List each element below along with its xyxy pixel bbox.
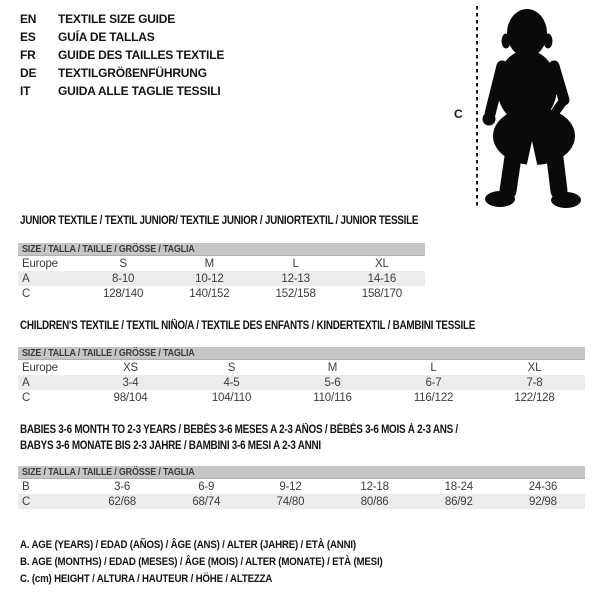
- age-cell: 3-4: [122, 376, 139, 389]
- size-cell: XL: [375, 257, 389, 270]
- row-label: C: [22, 287, 31, 300]
- language-code: ES: [20, 30, 36, 44]
- age-cell: 18-24: [444, 480, 473, 493]
- footnote-a: A. AGE (YEARS) / EDAD (AÑOS) / ÂGE (ANS) / ALTER (JAHRE) / ETÀ (ANNI): [20, 538, 356, 551]
- size-cell: L: [292, 257, 299, 270]
- height-cell: 116/122: [413, 391, 454, 404]
- size-header-text: SIZE / TALLA / TAILLE / GRÖSSE / TAGLIA: [22, 466, 195, 478]
- junior-size-table: [18, 243, 425, 301]
- height-cell: 74/80: [276, 495, 305, 508]
- height-cell: 92/98: [529, 495, 557, 508]
- table-row-height-cm: [18, 286, 425, 301]
- height-cell: 158/170: [361, 287, 402, 300]
- row-label: Europe: [22, 257, 58, 270]
- table-row-age-months: [18, 479, 585, 494]
- height-cell: 80/86: [360, 495, 389, 508]
- size-cell: L: [430, 361, 437, 374]
- language-title: GUIDE DES TAILLES TEXTILE: [58, 48, 225, 62]
- age-cell: 9-12: [279, 480, 302, 493]
- language-row-de: [20, 64, 224, 82]
- age-cell: 10-12: [195, 272, 224, 285]
- language-row-fr: [20, 46, 224, 64]
- children-table-title: CHILDREN'S TEXTILE / TEXTIL NIÑO/A / TEXTILE DES ENFANTS / KINDERTEXTIL / BAMBINI TESSILE: [20, 320, 476, 332]
- size-cell: S: [227, 361, 236, 374]
- babies-table-title-line1: BABIES 3-6 MONTH TO 2-3 YEARS / BEBÉS 3-6 MESES A 2-3 AÑOS / BÉBÉS 3-6 MOIS À 2-3 ANS /: [20, 424, 458, 436]
- language-code: EN: [20, 12, 37, 26]
- language-code: FR: [20, 48, 36, 62]
- footnote-c: C. (cm) HEIGHT / ALTURA / HAUTEUR / HÖHE / ALTEZZA: [20, 572, 273, 585]
- row-label: B: [22, 480, 30, 493]
- size-cell: M: [327, 361, 338, 374]
- age-cell: 3-6: [114, 480, 131, 493]
- height-cell: 110/116: [313, 391, 352, 404]
- size-header-text: SIZE / TALLA / TAILLE / GRÖSSE / TAGLIA: [22, 243, 195, 255]
- language-title-list: [20, 10, 224, 100]
- language-row-es: [20, 28, 224, 46]
- age-cell: 14-16: [367, 272, 397, 285]
- size-cell: XL: [527, 361, 542, 374]
- height-cell: 98/104: [113, 391, 148, 404]
- table-row-height-cm: [18, 494, 585, 509]
- size-cell: S: [119, 257, 127, 270]
- size-header-bar: [18, 243, 425, 256]
- language-title: TEXTILE SIZE GUIDE: [58, 12, 176, 26]
- language-code: IT: [20, 84, 31, 98]
- table-row-age-years: [18, 271, 425, 286]
- height-cell: 86/92: [444, 495, 473, 508]
- age-cell: 12-13: [281, 272, 310, 285]
- footnote-b: B. AGE (MONTHS) / EDAD (MESES) / ÂGE (MOIS) / ALTER (MONATE) / ETÀ (MESI): [20, 555, 383, 568]
- language-title: TEXTILGRÖßENFÜHRUNG: [58, 66, 207, 80]
- baby-silhouette-shape: [483, 9, 582, 214]
- language-title: GUÍA DE TALLAS: [58, 30, 155, 44]
- language-title: GUIDA ALLE TAGLIE TESSILI: [58, 84, 221, 98]
- row-label: A: [22, 272, 30, 285]
- age-cell: 6-7: [425, 376, 442, 389]
- age-cell: 5-6: [324, 376, 341, 389]
- height-cell: 140/152: [189, 287, 230, 300]
- baby-height-figure: [450, 0, 592, 214]
- height-cell: 128/140: [103, 287, 144, 300]
- size-header-text: SIZE / TALLA / TAILLE / GRÖSSE / TAGLIA: [22, 347, 195, 359]
- age-cell: 7-8: [526, 376, 543, 389]
- age-cell: 8-10: [112, 272, 135, 285]
- table-row-height-cm: [18, 390, 585, 405]
- size-header-bar: [18, 466, 585, 479]
- row-label: A: [22, 376, 30, 389]
- age-cell: 6-9: [198, 480, 215, 493]
- baby-silhouette-icon: [450, 0, 592, 214]
- size-cell: M: [204, 257, 215, 270]
- age-cell: 12-18: [360, 480, 389, 493]
- children-size-table: [18, 347, 585, 405]
- row-label: C: [22, 391, 31, 404]
- height-measure-label-c: C: [454, 107, 463, 121]
- row-label: Europe: [22, 361, 58, 374]
- height-cell: 62/68: [108, 495, 136, 508]
- height-cell: 104/110: [211, 391, 252, 404]
- table-row-age-years: [18, 375, 585, 390]
- table-row-europe: [18, 360, 585, 375]
- row-label: C: [22, 495, 31, 508]
- height-cell: 68/74: [192, 495, 221, 508]
- table-row-europe: [18, 256, 425, 271]
- babies-size-table: [18, 466, 585, 509]
- height-cell: 152/158: [275, 287, 316, 300]
- size-cell: XS: [123, 361, 138, 374]
- age-cell: 4-5: [223, 376, 240, 389]
- language-code: DE: [20, 66, 37, 80]
- language-row-en: [20, 10, 224, 28]
- age-cell: 24-36: [528, 480, 558, 493]
- junior-table-title: JUNIOR TEXTILE / TEXTIL JUNIOR/ TEXTILE JUNIOR / JUNIORTEXTIL / JUNIOR TESSILE: [20, 215, 419, 227]
- babies-table-title-line2: BABYS 3-6 MONATE BIS 2-3 JAHRE / BAMBINI 3-6 MESI A 2-3 ANNI: [20, 440, 321, 452]
- size-header-bar: [18, 347, 585, 360]
- legend-footnotes: [20, 536, 432, 587]
- height-cell: 122/128: [514, 391, 555, 404]
- language-row-it: [20, 82, 224, 100]
